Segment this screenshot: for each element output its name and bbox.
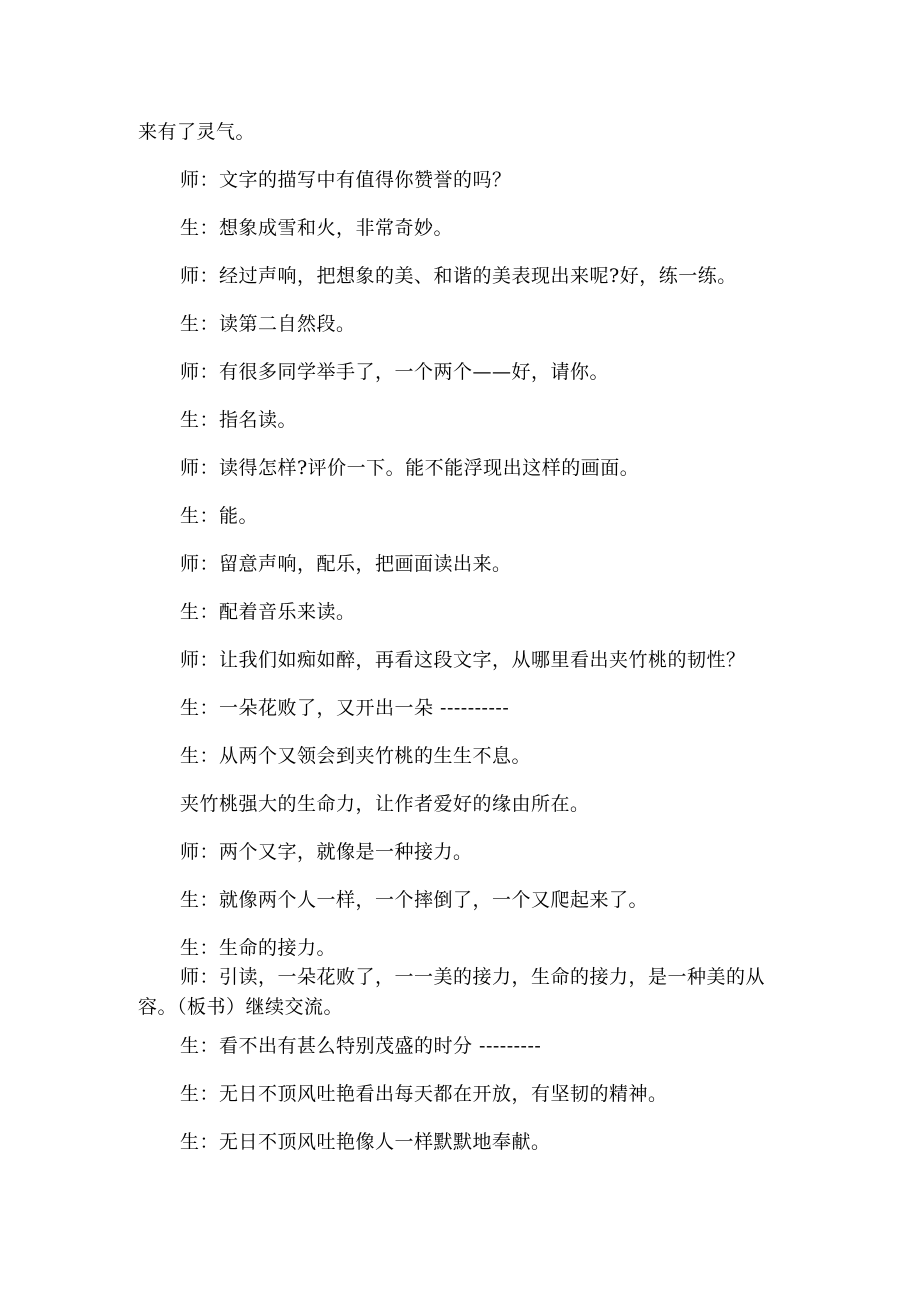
paragraph: 师：两个又字，就像是一种接力。 bbox=[180, 841, 473, 863]
paragraph: 师：文字的描写中有值得你赞誉的吗？ bbox=[180, 169, 512, 191]
paragraph: 师：让我们如痴如醉，再看这段文字，从哪里看出夹竹桃的韧性？ bbox=[180, 649, 746, 671]
paragraph: 夹竹桃强大的生命力，让作者爱好的缘由所在。 bbox=[180, 793, 590, 815]
paragraph: 师：留意声响，配乐，把画面读出来。 bbox=[180, 553, 512, 575]
paragraph: 生：配着音乐来读。 bbox=[180, 601, 356, 623]
paragraph: 生：想象成雪和火，非常奇妙。 bbox=[180, 217, 454, 239]
paragraph: 生：无日不顶风吐艳像人一样默默地奉献。 bbox=[180, 1131, 551, 1153]
paragraph: 生：读第二自然段。 bbox=[180, 313, 356, 335]
paragraph: 师：读得怎样?评价一下。能不能浮现出这样的画面。 bbox=[180, 457, 640, 479]
paragraph: 师：有很多同学举手了，一个两个——好，请你。 bbox=[180, 361, 610, 383]
paragraph: 师：经过声响，把想象的美、和谐的美表现出来呢?好，练一练。 bbox=[180, 265, 737, 287]
paragraph: 师：引读，一朵花败了，一一美的接力，生命的接力，是一种美的从容。（板书）继续交流。 bbox=[138, 966, 766, 1018]
paragraph: 生：无日不顶风吐艳看出每天都在开放，有坚韧的精神。 bbox=[180, 1083, 668, 1105]
paragraph: 生：就像两个人一样，一个摔倒了，一个又爬起来了。 bbox=[180, 889, 649, 911]
paragraph: 生：一朵花败了，又开出一朵 ---------- bbox=[180, 697, 510, 719]
paragraph: 生：生命的接力。 bbox=[180, 937, 337, 959]
paragraph: 生：从两个又领会到夹竹桃的生生不息。 bbox=[180, 745, 532, 767]
paragraph: 生：看不出有甚么特别茂盛的时分 --------- bbox=[180, 1035, 542, 1057]
paragraph: 生：能。 bbox=[180, 505, 259, 527]
paragraph: 生：指名读。 bbox=[180, 409, 298, 431]
paragraph: 来有了灵气。 bbox=[138, 121, 256, 143]
